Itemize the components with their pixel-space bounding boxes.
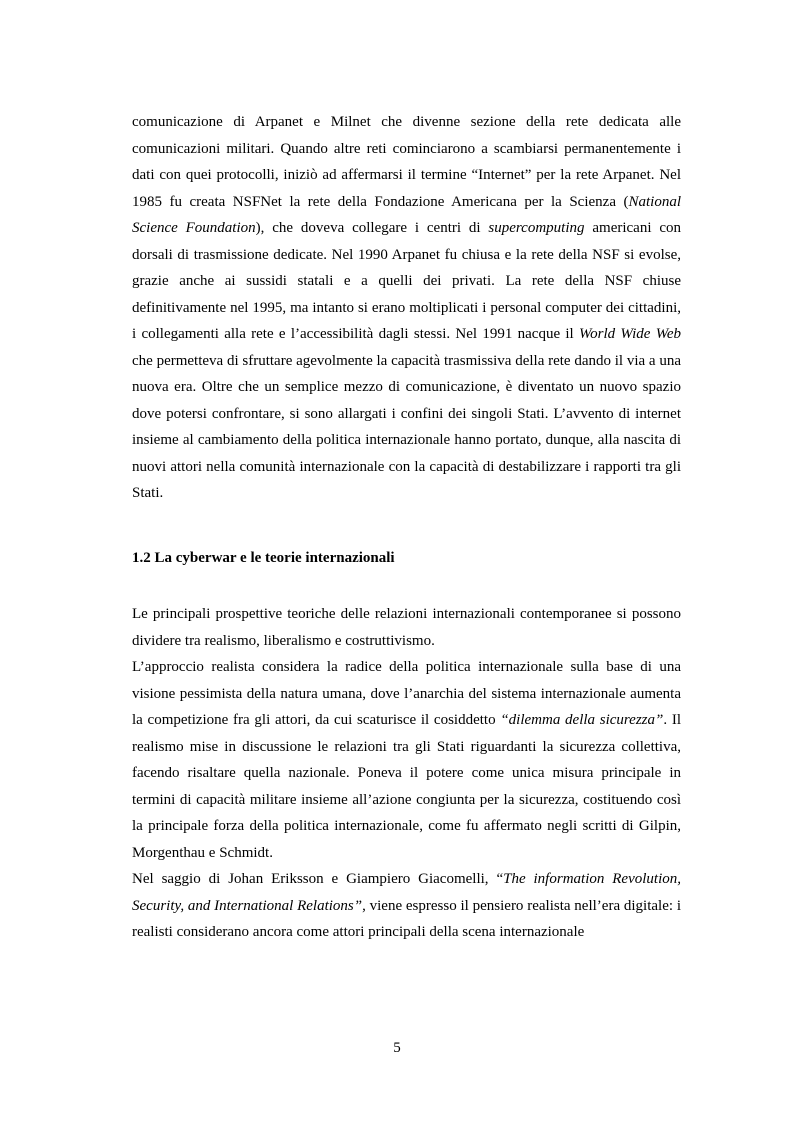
paragraph-eriksson-giacomelli: Nel saggio di Johan Eriksson e Giampiero Giacomelli, “The information Revolution, Security, and International Relations”, viene espresso il pensiero realista nell’era digitale: i realisti considerano ancora come attori principali della scena internazionale	[132, 871, 681, 940]
paragraph-theories-intro: Le principali prospettive teoriche delle relazioni internazionali contemporanee si possono dividere tra realismo, liberalismo e costruttivismo.	[132, 606, 681, 649]
page-number: 5	[393, 1040, 401, 1056]
paragraph-realism: L’approccio realista considera la radice della politica internazionale sulla base di una visione pessimista della natura umana, dove l’anarchia del sistema internazionale aumenta la competizione fra gli attori, da cui scaturisce il cosiddetto “dilemma della sicurezza”. Il realismo mise in discussione le relazioni tra gli Stati riguardanti la sicurezza collettiva, facendo risaltare quella nazionale. Poneva il potere come unica misura principale in termini di capacità militare insieme all’azione congiunta per la sicurezza, costituendo così la principale forza della politica internazionale, come fu affermato negli scritti di Gilpin, Morgenthau e Schmidt.	[132, 659, 681, 861]
page-body	[132, 109, 681, 946]
italic-text: World Wide Web	[579, 326, 681, 342]
italic-text: National Science Foundation	[132, 193, 681, 236]
paragraph-arpanet-history: comunicazione di Arpanet e Milnet che divenne sezione della rete dedicata alle comunicazioni militari. Quando altre reti cominciarono a scambiarsi permanentemente i dati con quei protocolli, iniziò ad affermarsi il termine “Internet” per la rete Arpanet. Nel 1985 fu creata NSFNet la rete della Fondazione Americana per la Scienza (National Science Foundation), che doveva collegare i centri di supercomputing americani con dorsali di trasmissione dedicate. Nel 1990 Arpanet fu chiusa e la rete della NSF si evolse, grazie anche ai sussidi statali e a quelli dei privati. La rete della NSF chiuse definitivamente nel 1995, ma intanto si erano moltiplicati i personal computer dei cittadini, i collegamenti alla rete e l’accessibilità dagli stessi. Nel 1991 nacque il World Wide Web che permetteva di sfruttare agevolmente la capacità trasmissiva della rete dando il via a una nuova era. Oltre che un semplice mezzo di comunicazione, è diventato un nuovo spazio dove potersi confrontare, si sono allargati i confini dei singoli Stati. L’avvento di internet insieme al cambiamento della politica internazionale hanno portato, dunque, alla nascita di nuovi attori nella comunità internazionale con la capacità di destabilizzare i rapporti tra gli Stati.	[132, 114, 681, 501]
italic-text: supercomputing	[488, 220, 585, 236]
italic-text: The information Revolution, Security, and International Relations”	[132, 871, 681, 914]
italic-text: “dilemma della sicurezza”	[500, 712, 664, 728]
section-heading: 1.2 La cyberwar e le teorie internazionali	[132, 549, 395, 566]
